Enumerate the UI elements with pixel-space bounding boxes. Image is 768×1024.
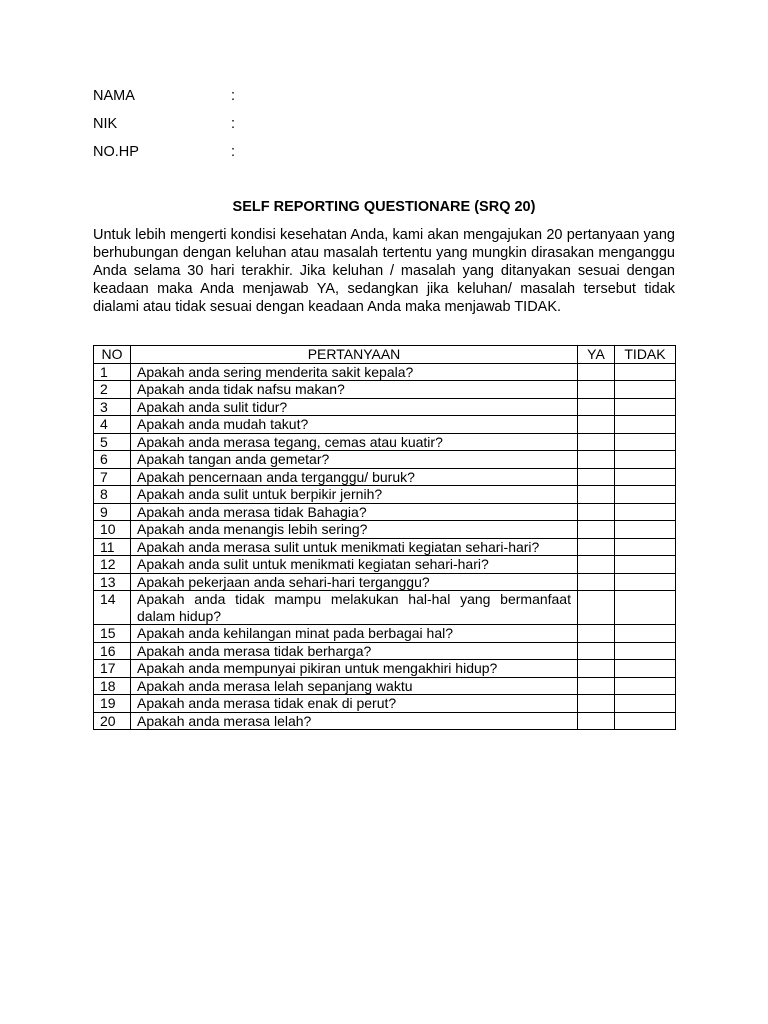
- answer-no-cell[interactable]: [615, 363, 676, 381]
- answer-no-cell[interactable]: [615, 503, 676, 521]
- field-colon-nohp: :: [231, 144, 236, 160]
- answer-no-cell[interactable]: [615, 468, 676, 486]
- question-text: Apakah anda sering menderita sakit kepala?: [131, 363, 578, 381]
- answer-yes-cell[interactable]: [578, 625, 615, 643]
- table-row: [94, 642, 676, 660]
- answer-yes-cell[interactable]: [578, 416, 615, 434]
- table-row: [94, 416, 676, 434]
- question-text: Apakah anda sulit untuk menikmati kegiatan sehari-hari?: [131, 556, 578, 574]
- table-row: [94, 451, 676, 469]
- table-header-row: [94, 346, 676, 364]
- answer-no-cell[interactable]: [615, 625, 676, 643]
- question-text: Apakah anda sulit tidur?: [131, 398, 578, 416]
- answer-no-cell[interactable]: [615, 433, 676, 451]
- question-text: Apakah anda merasa tidak berharga?: [131, 642, 578, 660]
- field-nik: [93, 115, 393, 143]
- answer-no-cell[interactable]: [615, 381, 676, 399]
- question-number: 1: [94, 363, 131, 381]
- question-number: 10: [94, 521, 131, 539]
- table-row: [94, 503, 676, 521]
- answer-yes-cell[interactable]: [578, 677, 615, 695]
- question-text: Apakah anda mempunyai pikiran untuk mengakhiri hidup?: [131, 660, 578, 678]
- table-row: [94, 486, 676, 504]
- question-number: 3: [94, 398, 131, 416]
- table-row: [94, 433, 676, 451]
- question-number: 9: [94, 503, 131, 521]
- question-text: Apakah anda mudah takut?: [131, 416, 578, 434]
- field-label-nik: NIK: [93, 116, 118, 132]
- question-number: 6: [94, 451, 131, 469]
- answer-yes-cell[interactable]: [578, 695, 615, 713]
- field-nohp: [93, 143, 393, 171]
- question-number: 18: [94, 677, 131, 695]
- answer-no-cell[interactable]: [615, 660, 676, 678]
- field-nama: [93, 87, 393, 115]
- answer-no-cell[interactable]: [615, 538, 676, 556]
- question-number: 17: [94, 660, 131, 678]
- table-row: [94, 660, 676, 678]
- question-number: 7: [94, 468, 131, 486]
- question-text: Apakah anda merasa lelah?: [131, 712, 578, 730]
- table-row: [94, 625, 676, 643]
- answer-yes-cell[interactable]: [578, 398, 615, 416]
- table-row: [94, 398, 676, 416]
- intro-paragraph: Untuk lebih mengerti kondisi kesehatan Anda, kami akan mengajukan 20 pertanyaan yang berhubungan dengan keluhan atau masalah tertentu yang mungkin dirasakan menganggu Anda selama 30 hari terakhir. Jika keluhan / masalah yang ditanyakan sesuai dengan keadaan maka Anda menjawab YA, sedangkan jika keluhan/ masalah tersebut tidak dialami atau tidak sesuai dengan keadaan Anda maka menjawab TIDAK.: [93, 227, 675, 315]
- question-text: Apakah pekerjaan anda sehari-hari terganggu?: [131, 573, 578, 591]
- question-number: 5: [94, 433, 131, 451]
- header-no: NO: [94, 346, 131, 364]
- question-text: Apakah pencernaan anda terganggu/ buruk?: [131, 468, 578, 486]
- field-label-nama: NAMA: [93, 88, 135, 104]
- table-body: [94, 363, 676, 730]
- question-text: Apakah anda merasa tidak Bahagia?: [131, 503, 578, 521]
- answer-no-cell[interactable]: [615, 521, 676, 539]
- field-label-nohp: NO.HP: [93, 144, 139, 160]
- question-number: 8: [94, 486, 131, 504]
- table-row: [94, 591, 676, 625]
- answer-no-cell[interactable]: [615, 451, 676, 469]
- question-text: Apakah anda merasa tidak enak di perut?: [131, 695, 578, 713]
- answer-no-cell[interactable]: [615, 556, 676, 574]
- question-number: 12: [94, 556, 131, 574]
- answer-yes-cell[interactable]: [578, 451, 615, 469]
- question-number: 19: [94, 695, 131, 713]
- answer-yes-cell[interactable]: [578, 591, 615, 625]
- question-number: 14: [94, 591, 131, 625]
- question-text: Apakah anda merasa tegang, cemas atau kuatir?: [131, 433, 578, 451]
- table-row: [94, 538, 676, 556]
- table-row: [94, 556, 676, 574]
- answer-yes-cell[interactable]: [578, 521, 615, 539]
- answer-yes-cell[interactable]: [578, 573, 615, 591]
- answer-no-cell[interactable]: [615, 591, 676, 625]
- answer-yes-cell[interactable]: [578, 486, 615, 504]
- question-text: Apakah anda sulit untuk berpikir jernih?: [131, 486, 578, 504]
- question-text: Apakah anda kehilangan minat pada berbagai hal?: [131, 625, 578, 643]
- question-number: 11: [94, 538, 131, 556]
- answer-no-cell[interactable]: [615, 712, 676, 730]
- answer-no-cell[interactable]: [615, 486, 676, 504]
- answer-yes-cell[interactable]: [578, 660, 615, 678]
- question-text: Apakah tangan anda gemetar?: [131, 451, 578, 469]
- header-question: PERTANYAAN: [131, 346, 578, 364]
- answer-no-cell[interactable]: [615, 416, 676, 434]
- question-text: Apakah anda merasa sulit untuk menikmati kegiatan sehari-hari?: [131, 538, 578, 556]
- table-row: [94, 573, 676, 591]
- field-colon-nama: :: [231, 88, 236, 104]
- table-row: [94, 521, 676, 539]
- table-row: [94, 712, 676, 730]
- question-number: 4: [94, 416, 131, 434]
- question-text: Apakah anda menangis lebih sering?: [131, 521, 578, 539]
- question-number: 16: [94, 642, 131, 660]
- question-text: Apakah anda tidak mampu melakukan hal-hal yang bermanfaat dalam hidup?: [131, 591, 578, 625]
- table-row: [94, 468, 676, 486]
- header-yes: YA: [578, 346, 615, 364]
- answer-yes-cell[interactable]: [578, 556, 615, 574]
- answer-yes-cell[interactable]: [578, 381, 615, 399]
- answer-yes-cell[interactable]: [578, 468, 615, 486]
- question-number: 2: [94, 381, 131, 399]
- answer-yes-cell[interactable]: [578, 712, 615, 730]
- header-fields: [93, 87, 393, 171]
- question-text: Apakah anda tidak nafsu makan?: [131, 381, 578, 399]
- answer-no-cell[interactable]: [615, 695, 676, 713]
- answer-no-cell[interactable]: [615, 573, 676, 591]
- table-row: [94, 381, 676, 399]
- answer-yes-cell[interactable]: [578, 538, 615, 556]
- document-title: SELF REPORTING QUESTIONARE (SRQ 20): [232, 199, 536, 215]
- table-row: [94, 677, 676, 695]
- question-number: 20: [94, 712, 131, 730]
- question-number: 15: [94, 625, 131, 643]
- table-row: [94, 363, 676, 381]
- table-row: [94, 695, 676, 713]
- questionnaire-table: [93, 345, 676, 730]
- question-text: Apakah anda merasa lelah sepanjang waktu: [131, 677, 578, 695]
- answer-no-cell[interactable]: [615, 398, 676, 416]
- answer-no-cell[interactable]: [615, 677, 676, 695]
- question-number: 13: [94, 573, 131, 591]
- answer-yes-cell[interactable]: [578, 503, 615, 521]
- header-tidak: TIDAK: [615, 346, 676, 364]
- answer-no-cell[interactable]: [615, 642, 676, 660]
- answer-yes-cell[interactable]: [578, 433, 615, 451]
- field-colon-nik: :: [231, 116, 236, 132]
- answer-yes-cell[interactable]: [578, 642, 615, 660]
- answer-yes-cell[interactable]: [578, 363, 615, 381]
